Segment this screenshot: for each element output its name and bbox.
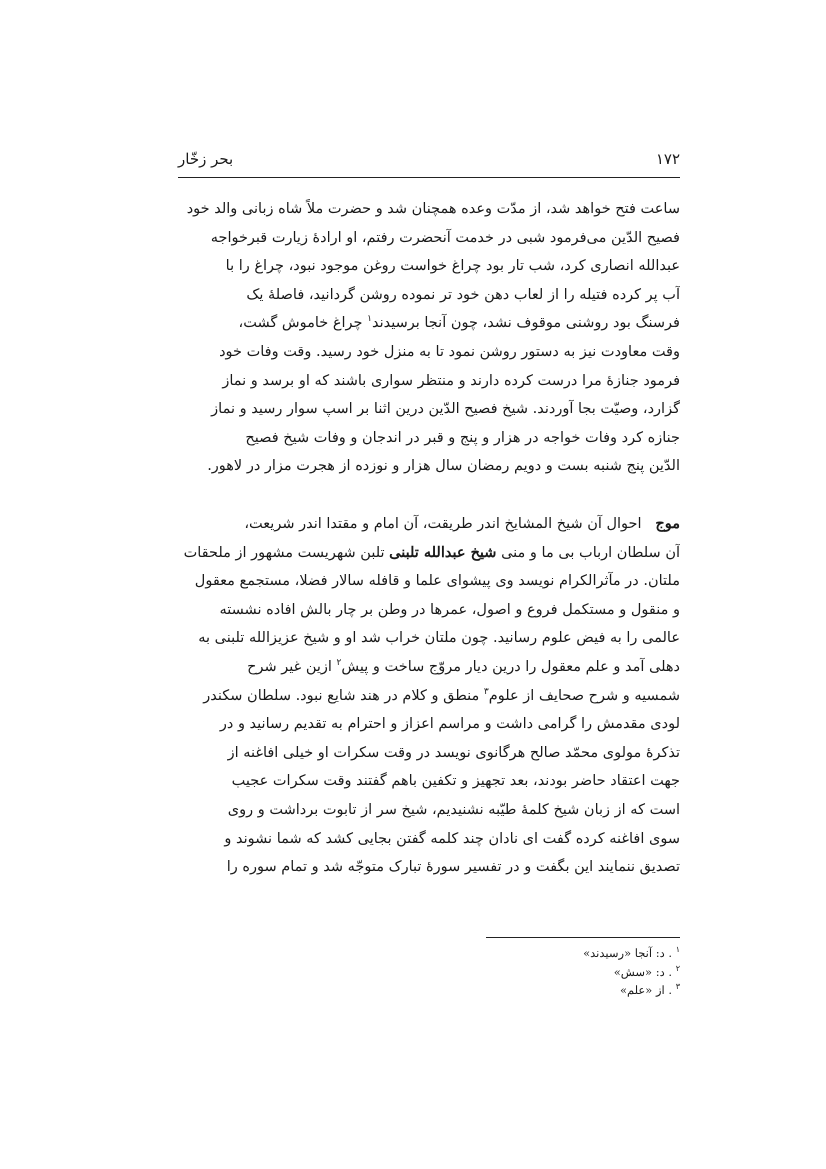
- footnote-number: ۲: [675, 963, 680, 973]
- header-rule: [178, 177, 680, 178]
- text-line: و منقول و مستکمل فروع و اصول، عمرها در وطن بر چار بالش افاده نشسته: [219, 601, 680, 618]
- running-header: [178, 147, 680, 171]
- text-line: ملتان. در مآثرالکرام نویسد وی پیشوای علما و قافله سالار فضلا، مستجمع معقول: [194, 573, 680, 590]
- text-line: فرمود جنازهٔ مرا درست کرده دارند و منتظر سواری باشند که او برسد و نماز: [222, 372, 680, 389]
- text-segment: فرسنگ بود روشنی موقوف نشد، چون آنجا برسیدند: [371, 315, 680, 332]
- text-segment: چراغ خاموش گشت،: [238, 315, 363, 332]
- text-line: [178, 682, 680, 711]
- text-line: لودی مقدمش را گرامی داشت و مراسم اعزاز و احترام به تقدیم رسانید و در: [219, 716, 680, 733]
- text-segment: شمسیه و شرح صحایف از علوم: [488, 687, 680, 704]
- text-line: جهت اعتقاد حاضر بودند، بعد تجهیز و تکفین باهم گفتند وقت سکرات عجیب: [231, 773, 680, 790]
- text-segment: احوال آن شیخ المشایخ اندر طریقت، آن امام و مقتدا اندر شریعت،: [244, 516, 642, 532]
- page-number: ۱۷۲: [655, 150, 680, 168]
- text-line: تذکرهٔ مولوی محمّد صالح هرگانوی نویسد در وقت سکرات او خیلی افاغنه از: [227, 744, 680, 761]
- footnote-reference[interactable]: ۱: [367, 314, 372, 325]
- footnote-text: . د: «سش»: [613, 964, 673, 979]
- text-line: گزارد، وصیّت بجا آوردند. شیخ فصیح الدّین درین اثنا بر اسپ سوار رسید و نماز: [211, 401, 680, 418]
- text-line: ساعت فتح خواهد شد، از مدّت وعده همچنان شد و حضرت ملاً شاه زبانی والد خود: [186, 201, 680, 217]
- paragraph-2: [178, 510, 680, 882]
- text-line: آب پر کرده فتیله را از لعاب دهن خود تر نموده روشن گردانید، فاصلهٔ یک: [246, 286, 680, 303]
- footnote-item: [178, 963, 680, 982]
- footnotes: [178, 944, 680, 1000]
- text-line: [178, 510, 680, 539]
- person-name: شیخ عبدالله تلبنی: [389, 543, 497, 561]
- entry-heading: موج: [655, 515, 680, 532]
- footnote-text: . از «علم»: [619, 983, 673, 997]
- book-title: بحر زخّار: [178, 150, 234, 168]
- footnote-reference[interactable]: ۲: [336, 658, 342, 669]
- text-line: سوی افاغنه کرده گفت ای نادان چند کلمه گفتن بجایی کشد که شما نشوند و: [224, 830, 680, 847]
- text-line: فصیح الدّین می‌فرمود شبی در خدمت آنحضرت رفتم، او ارادهٔ زیارت قبرخواجه: [210, 229, 680, 246]
- text-segment: منطق و کلام در هند شایع نبود. سلطان سکندر: [203, 687, 480, 704]
- text-line: تصدیق ننمایند این بگفت و در تفسیر سورهٔ تبارک متوجّه شد و تمام سوره را: [226, 859, 680, 876]
- footnote-item: [178, 944, 680, 963]
- text-line: [178, 653, 680, 682]
- text-line: عبدالله انصاری کرد، شب تار بود چراغ خواست روغن موجود نبود، چراغ را با: [225, 258, 680, 275]
- text-line: وقت معاودت نیز به دستور روشن نمود تا به منزل خود رسید. وقت وفات خود: [219, 343, 680, 360]
- paragraph-1: [178, 195, 680, 481]
- text-line: [178, 309, 680, 338]
- footnote-separator: [486, 937, 680, 938]
- text-line: است که از زبان شیخ کلمهٔ طیّبه نشنیدیم، شیخ سر از تابوت برداشت و روی: [227, 801, 680, 818]
- footnote-reference[interactable]: ۳: [483, 686, 489, 697]
- text-segment: ازین غیر شرح: [247, 658, 332, 675]
- text-line: [178, 539, 680, 568]
- text-segment: تلبن شهریست مشهور از ملحقات: [183, 544, 385, 561]
- footnote-text: . د: آنجا «رسیدند»: [583, 946, 673, 960]
- text-line: عالمی را به فیض علوم رسانید. چون ملتان خراب شد او و شیخ عزیزالله تلبنی به: [198, 630, 680, 647]
- footnote-item: [178, 981, 680, 1000]
- text-line: جنازه کرد وفات خواجه در هزار و پنج و قبر در اندجان و وفات شیخ فصیح: [245, 429, 680, 446]
- footnote-number: ۳: [675, 982, 680, 992]
- text-segment: دهلی آمد و علم معقول را درین دیار مروّج ساخت و پیش: [341, 658, 680, 675]
- footnote-number: ۱: [675, 945, 680, 955]
- text-segment: آن سلطان ارباب بی ما و منی: [501, 544, 680, 561]
- text-line: الدّین پنج شنبه بست و دویم رمضان سال هزار و نوزده از هجرت مزار در لاهور.: [207, 458, 680, 475]
